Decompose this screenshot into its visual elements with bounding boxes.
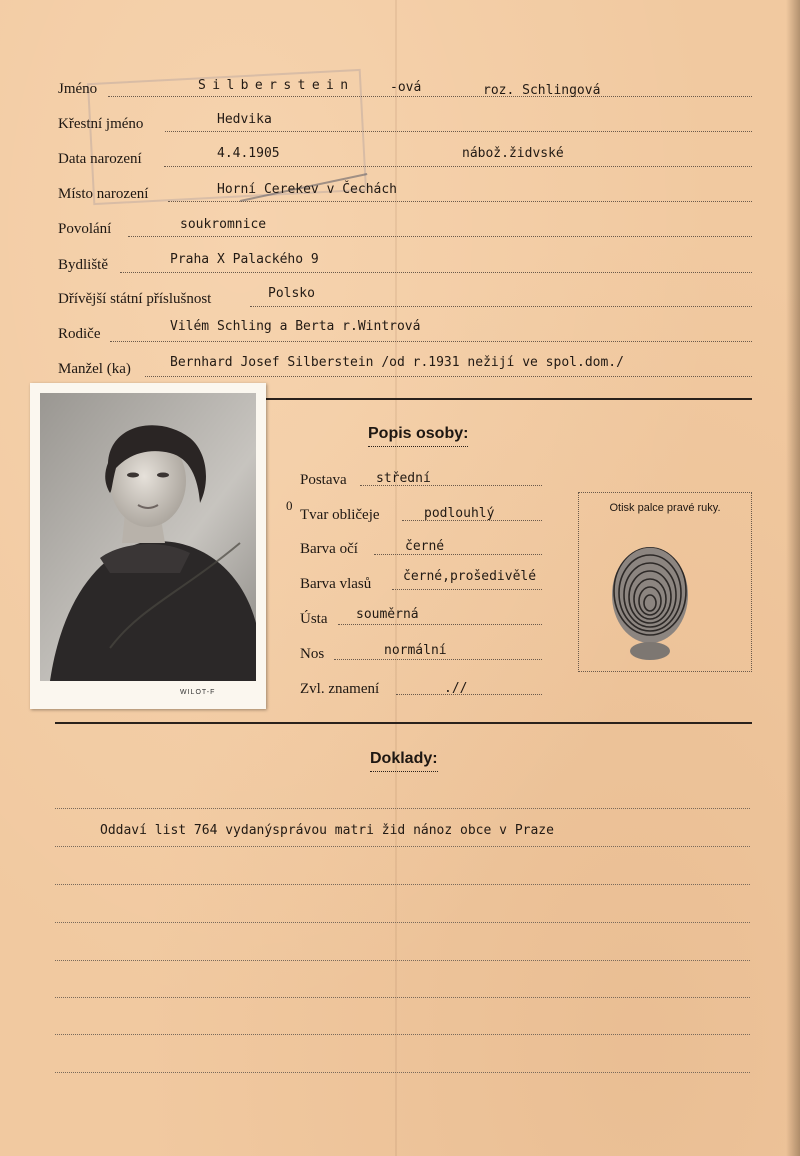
value-tvar-obliceje: podlouhlý bbox=[424, 506, 495, 521]
label-statni-prislusnost: Dřívější státní příslušnost bbox=[58, 291, 212, 307]
value-zvlastni-znameni: .// bbox=[444, 681, 468, 696]
label-barva-oci: Barva očí bbox=[300, 541, 358, 557]
label-data-narozeni: Data narození bbox=[58, 151, 142, 167]
doklady-line-3 bbox=[55, 884, 750, 885]
doklady-line-1 bbox=[55, 808, 750, 809]
line-barva-oci bbox=[374, 554, 542, 555]
line-manzel bbox=[145, 376, 752, 377]
popis-osoby-title: Popis osoby: bbox=[368, 424, 468, 447]
label-postava: Postava bbox=[300, 472, 347, 488]
value-misto-narozeni: Horní Cerekev v Čechách bbox=[217, 182, 398, 197]
value-jmeno-ova: -ová bbox=[390, 80, 422, 95]
value-postava: střední bbox=[376, 471, 431, 486]
label-tvar-obliceje: Tvar obličeje bbox=[300, 507, 380, 523]
line-usta bbox=[338, 624, 542, 625]
thumbprint-label: Otisk palce pravé ruky. bbox=[609, 502, 721, 514]
section-divider-middle bbox=[55, 722, 752, 724]
line-povolani bbox=[128, 236, 752, 237]
value-nos: normální bbox=[384, 643, 447, 658]
value-data-narozeni: 4.4.1905 bbox=[217, 146, 280, 161]
line-barva-vlasu bbox=[392, 589, 542, 590]
value-krestni-jmeno: Hedvika bbox=[217, 112, 272, 127]
label-jmeno: Jméno bbox=[58, 81, 98, 97]
paper-fold bbox=[395, 0, 397, 1156]
value-statni-prislusnost: Polsko bbox=[268, 286, 315, 301]
line-zvlastni-znameni bbox=[396, 694, 542, 695]
line-nos bbox=[334, 659, 542, 660]
line-rodice bbox=[110, 341, 752, 342]
value-barva-oci: černé bbox=[405, 539, 445, 554]
label-usta: Ústa bbox=[300, 611, 328, 627]
line-krestni-jmeno bbox=[165, 131, 752, 132]
line-data-narozeni bbox=[164, 166, 752, 167]
portrait-photo bbox=[30, 383, 266, 709]
thumbprint-box bbox=[578, 492, 752, 672]
photo-caption: WILOT-F bbox=[180, 689, 216, 696]
portrait-image bbox=[40, 393, 256, 681]
thumbprint-icon bbox=[605, 543, 695, 663]
label-rodice: Rodiče bbox=[58, 326, 101, 342]
doklady-line-7 bbox=[55, 1034, 750, 1035]
doklady-line-8 bbox=[55, 1072, 750, 1073]
value-jmeno-rozena: roz. Schlingová bbox=[483, 83, 601, 98]
value-manzel: Bernhard Josef Silberstein /od r.1931 nežijí ve spol.dom./ bbox=[170, 355, 624, 370]
label-barva-vlasu: Barva vlasů bbox=[300, 576, 372, 592]
doklady-entry: Oddaví list 764 vydanýsprávou matri žid nánoz obce v Praze bbox=[100, 823, 554, 838]
label-krestni-jmeno: Křestní jméno bbox=[58, 116, 144, 132]
paper-edge-shadow bbox=[786, 0, 800, 1156]
label-nos: Nos bbox=[300, 646, 325, 662]
value-barva-vlasu: černé,prošedivělé bbox=[403, 569, 537, 584]
value-usta: souměrná bbox=[356, 607, 419, 622]
line-statni-prislusnost bbox=[250, 306, 752, 307]
section-divider-top bbox=[265, 398, 752, 400]
line-bydliste bbox=[120, 272, 752, 273]
margin-mark: 0 bbox=[286, 498, 293, 513]
label-povolani: Povolání bbox=[58, 221, 112, 237]
value-rodice: Vilém Schling a Berta r.Wintrová bbox=[170, 319, 421, 334]
label-misto-narozeni: Místo narození bbox=[58, 186, 149, 202]
line-jmeno bbox=[108, 96, 752, 97]
value-povolani: soukromnice bbox=[180, 217, 267, 232]
doklady-line-2 bbox=[55, 846, 750, 847]
doklady-line-4 bbox=[55, 922, 750, 923]
value-bydliste: Praha X Palackého 9 bbox=[170, 252, 319, 267]
line-misto-narozeni bbox=[168, 201, 752, 202]
doklady-title: Doklady: bbox=[370, 749, 438, 772]
value-jmeno: Silberstein bbox=[198, 78, 355, 93]
label-bydliste: Bydliště bbox=[58, 257, 109, 273]
doklady-line-5 bbox=[55, 960, 750, 961]
label-zvlastni-znameni: Zvl. znamení bbox=[300, 681, 380, 697]
doklady-line-6 bbox=[55, 997, 750, 998]
label-manzel: Manžel (ka) bbox=[58, 361, 131, 377]
value-nabozenstvi: nábož.židvské bbox=[462, 146, 564, 161]
